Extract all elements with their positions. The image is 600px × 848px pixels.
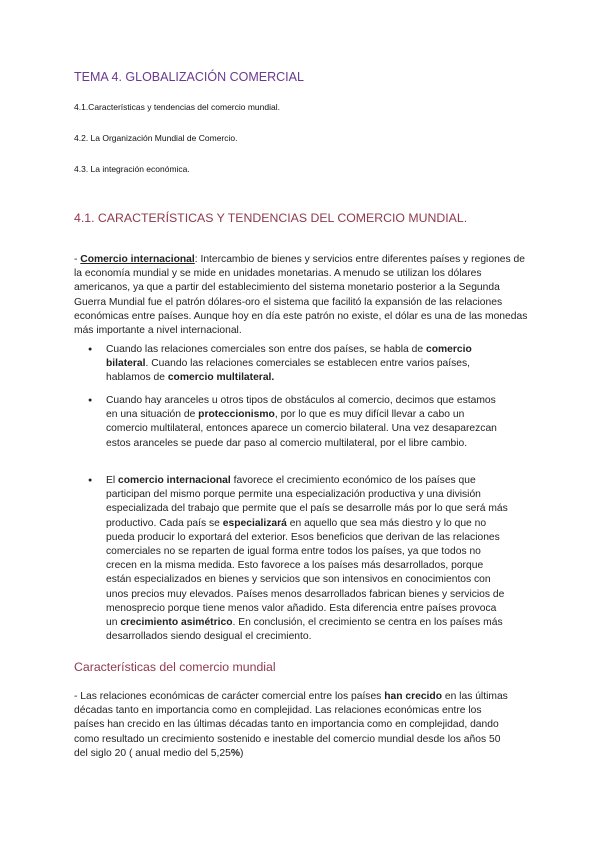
para2-bold-b: han crecido bbox=[384, 691, 442, 702]
bullet3-text-c: favorece el crecimiento económico de los países que participan del mismo porque permite una especialización productiva y una división especializada del trabajo que permite que el país se desarrolle más por lo que será más productivo. Cada país se bbox=[106, 475, 508, 529]
toc-item-3: 4.3. La integración económica. bbox=[74, 164, 190, 174]
bullet1-bold-d: comercio multilateral. bbox=[167, 372, 275, 384]
bullet3-bold-b: comercio internacional bbox=[118, 475, 231, 486]
bullet-bilateral bbox=[88, 343, 508, 386]
bullet3-text-a: El bbox=[106, 475, 119, 486]
para2-bold-d: % bbox=[230, 747, 241, 759]
bullet3-text-e: en aquello que sea más diestro y lo que no pueda producir lo exportará del exterior. Esos beneficios que derivan de las relaciones comerciales no se reparten de igual forma entre todos los países, ya que todos no crecen en la misma medida. Esto favorece a los países más desarrollados, porque están especializados en bienes y servicios que son intensivos en conocimientos con unos precios muy elevados. Países menos desarrollados fabrican bienes y servicios de menosprecio porque tiene menos valor añadido. Esta diferencia entre países provoca un bbox=[106, 517, 505, 629]
toc-item-2: 4.2. La Organización Mundial de Comercio. bbox=[74, 133, 238, 143]
bullet1-text-c: . Cuando las relaciones comerciales se establecen entre varios países, hablamos de bbox=[106, 358, 471, 384]
intro-paragraph bbox=[74, 253, 530, 338]
bullet1-text-a: Cuando las relaciones comerciales son entre dos países, se habla de bbox=[106, 344, 426, 355]
bullet3-bold-d: especializará bbox=[222, 517, 287, 529]
bullet2-text-c: , por lo que es muy difícil llevar a cabo un comercio multilateral, entonces aparece un comercio bilateral. Una vez desaparezcan estos aranceles se puede dar paso al comercio multilateral, por el libre cambio. bbox=[106, 409, 497, 449]
bullet-proteccionismo bbox=[88, 394, 508, 451]
para2-text-c: en las últimas décadas tanto en importancia como en complejidad. Las relaciones económicas entre los países han crecido en las últimas décadas tanto en importancia como en complejidad, dando como resultado un crecimiento sostenido e inestable del comercio mundial desde los años 50 del siglo 20 ( anual medio del 5,25 bbox=[74, 691, 508, 759]
bullet1-bold-b: comercio bilateral bbox=[106, 344, 472, 370]
bullet3-text-g: . En conclusión, el crecimiento se centra en los países más desarrollados siendo desigual el crecimiento. bbox=[106, 617, 503, 643]
para2-text-e: ) bbox=[240, 747, 244, 759]
bullet-list-3 bbox=[88, 474, 508, 644]
bullet3-bold-f: crecimiento asimétrico bbox=[120, 617, 233, 629]
para2-text-a: - Las relaciones económicas de carácter comercial entre los países bbox=[74, 691, 385, 702]
section-title: 4.1. CARACTERÍSTICAS Y TENDENCIAS DEL COMERCIO MUNDIAL. bbox=[74, 211, 468, 225]
term-comercio-internacional: Comercio internacional bbox=[80, 254, 195, 265]
paragraph-comercio-mundial bbox=[74, 690, 514, 761]
bullet2-text-a: Cuando hay aranceles u otros tipos de obstáculos al comercio, decimos que estamos en una situación de bbox=[106, 395, 496, 421]
toc-item-1: 4.1.Características y tendencias del comercio mundial. bbox=[74, 102, 280, 112]
subheading: Características del comercio mundial bbox=[74, 660, 276, 674]
bullet-list-2 bbox=[88, 394, 508, 451]
intro-text: : Intercambio de bienes y servicios entre diferentes países y regiones de la economía mundial y se mide en unidades monetarias. A menudo se utilizan los dólares americanos, ya que a partir del establecimiento del sistema monetario posterior a la Segunda Guerra Mundial fue el patrón dólares-oro el sistema que facilitó la expansión de las relaciones económicas entre países. Aunque hoy en día este patrón no existe, el dólar es una de las monedas más importante a nivel internacional. bbox=[74, 254, 528, 337]
bullet2-bold-b: proteccionismo bbox=[198, 409, 275, 421]
page-title: TEMA 4. GLOBALIZACIÓN COMERCIAL bbox=[74, 70, 304, 84]
intro-prefix: - bbox=[74, 254, 81, 265]
bullet-list-1 bbox=[88, 343, 508, 386]
bullet-comercio-internacional bbox=[88, 474, 508, 644]
